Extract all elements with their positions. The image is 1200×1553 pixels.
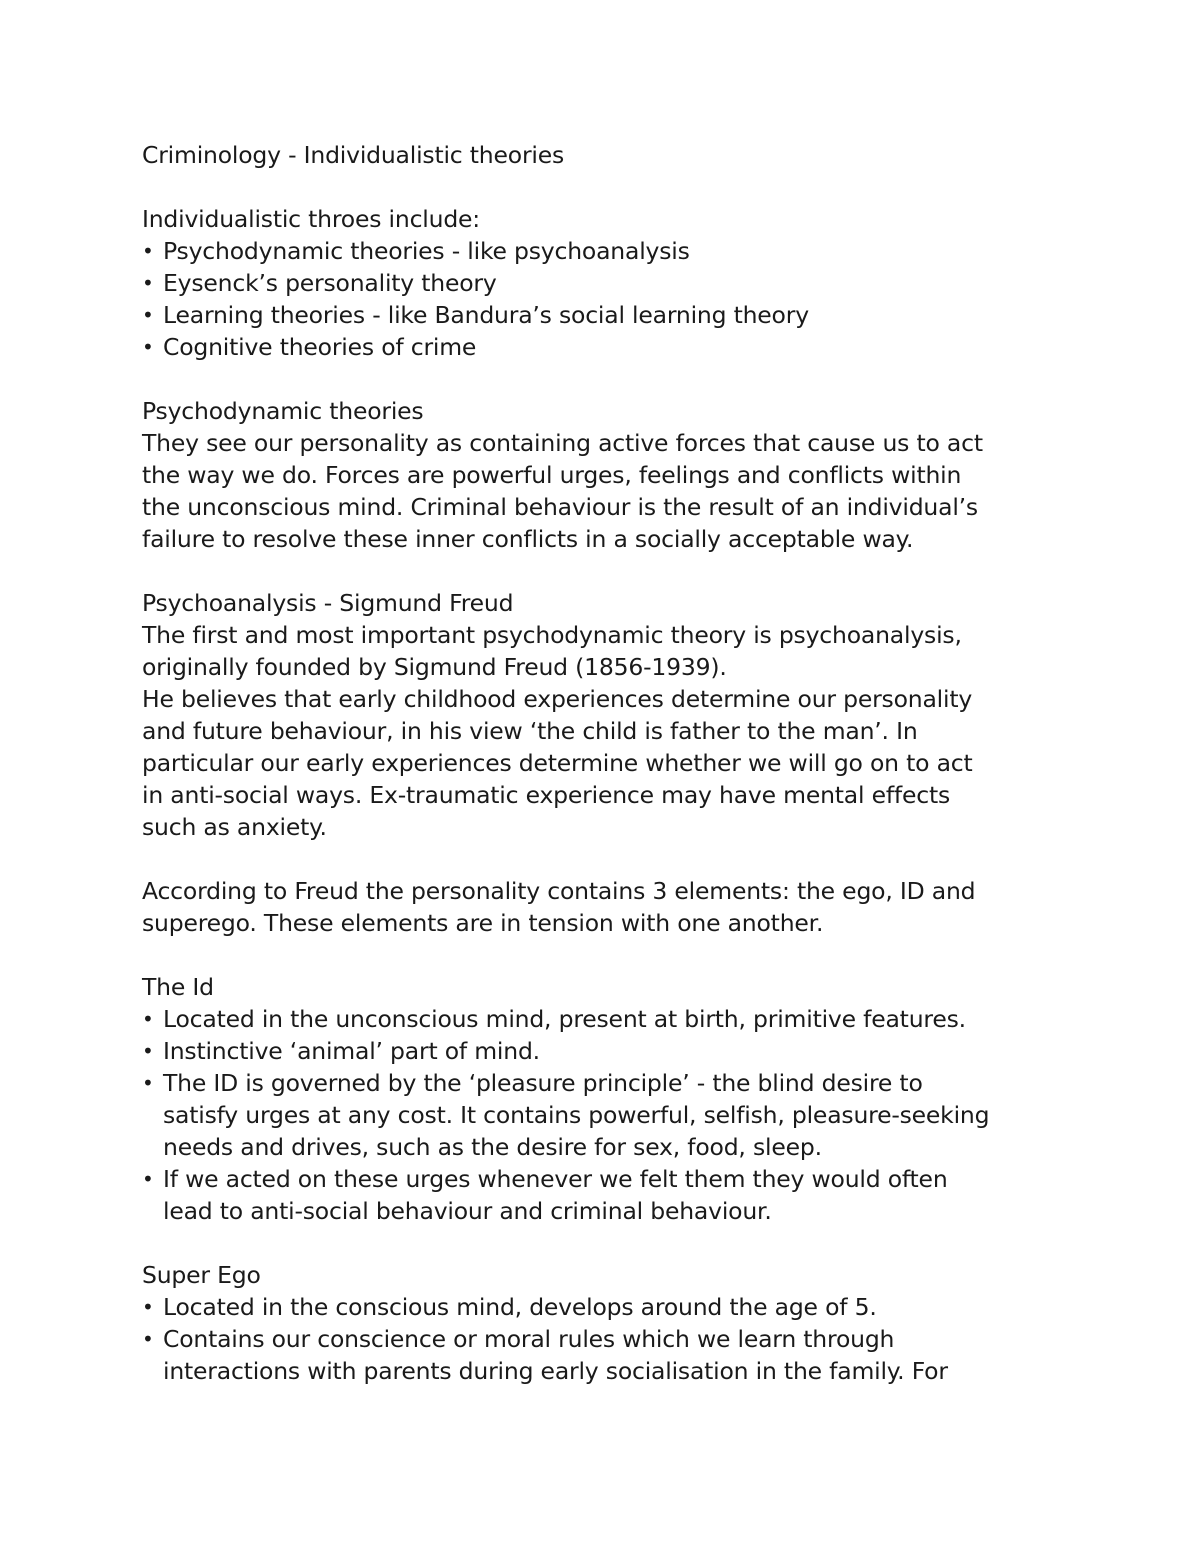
section-heading-psychodynamic: Psychodynamic theories [142, 397, 424, 425]
spacer [142, 171, 1072, 203]
spacer [142, 555, 1072, 587]
list-item-text: satisfy urges at any cost. It contains powerful, selfish, pleasure-seeking [163, 1101, 990, 1129]
paragraph-line: in anti-social ways. Ex-traumatic experience may have mental effects [142, 781, 951, 809]
list-item-text: • If we acted on these urges whenever we felt them they would often [163, 1165, 948, 1193]
spacer [142, 363, 1072, 395]
paragraph-line: originally founded by Sigmund Freud (1856-1939). [142, 653, 727, 681]
section-heading-superego: Super Ego [142, 1261, 261, 1289]
list-item [142, 1067, 1072, 1163]
list-item [142, 299, 1072, 331]
paragraph-line: and future behaviour, in his view ‘the child is father to the man’. In [142, 717, 918, 745]
list-item-text: • Instinctive ‘animal’ part of mind. [163, 1037, 540, 1065]
list-item [142, 267, 1072, 299]
paragraph-line: He believes that early childhood experiences determine our personality [142, 685, 973, 713]
list-item [142, 1163, 1072, 1227]
list-item-text: • Eysenck’s personality theory [163, 269, 497, 297]
list-item-text: • The ID is governed by the ‘pleasure principle’ - the blind desire to [163, 1069, 923, 1097]
paragraph-line: the way we do. Forces are powerful urges, feelings and conflicts within [142, 461, 962, 489]
document-body [142, 139, 1072, 1387]
section-heading-id: The Id [142, 973, 214, 1001]
paragraph-psychodynamic [142, 427, 1072, 555]
intro-bullet-list [142, 235, 1072, 363]
list-item-text: • Psychodynamic theories - like psychoanalysis [163, 237, 690, 265]
paragraph-line: such as anxiety. [142, 813, 327, 841]
paragraph-line: The first and most important psychodynamic theory is psychoanalysis, [142, 621, 962, 649]
paragraph-line: superego. These elements are in tension with one another. [142, 909, 824, 937]
list-item-text: needs and drives, such as the desire for sex, food, sleep. [163, 1133, 822, 1161]
list-item-text: lead to anti-social behaviour and criminal behaviour. [163, 1197, 772, 1225]
paragraph-line: the unconscious mind. Criminal behaviour is the result of an individual’s [142, 493, 978, 521]
list-item [142, 1323, 1072, 1387]
list-item [142, 1035, 1072, 1067]
superego-bullet-list [142, 1291, 1072, 1387]
paragraph-line: failure to resolve these inner conflicts in a socially acceptable way. [142, 525, 914, 553]
paragraph-psychoanalysis [142, 619, 1072, 843]
id-bullet-list [142, 1003, 1072, 1227]
list-item-text: • Cognitive theories of crime [163, 333, 477, 361]
spacer [142, 1227, 1072, 1259]
list-item-text: • Located in the unconscious mind, present at birth, primitive features. [163, 1005, 966, 1033]
list-item [142, 1291, 1072, 1323]
section-heading-psychoanalysis: Psychoanalysis - Sigmund Freud [142, 589, 514, 617]
paragraph-elements [142, 875, 1072, 939]
paragraph-line: particular our early experiences determine whether we will go on to act [142, 749, 973, 777]
spacer [142, 939, 1072, 971]
spacer [142, 843, 1072, 875]
paragraph-line: According to Freud the personality contains 3 elements: the ego, ID and [142, 877, 976, 905]
list-item-text: • Learning theories - like Bandura’s social learning theory [163, 301, 809, 329]
list-item [142, 1003, 1072, 1035]
list-item-text: interactions with parents during early socialisation in the family. For [163, 1357, 948, 1385]
list-item [142, 331, 1072, 363]
list-item-text: • Located in the conscious mind, develops around the age of 5. [163, 1293, 877, 1321]
document-title: Criminology - Individualistic theories [142, 141, 565, 169]
paragraph-line: They see our personality as containing active forces that cause us to act [142, 429, 983, 457]
list-item-text: • Contains our conscience or moral rules which we learn through [163, 1325, 895, 1353]
list-item [142, 235, 1072, 267]
intro-heading: Individualistic throes include: [142, 205, 481, 233]
